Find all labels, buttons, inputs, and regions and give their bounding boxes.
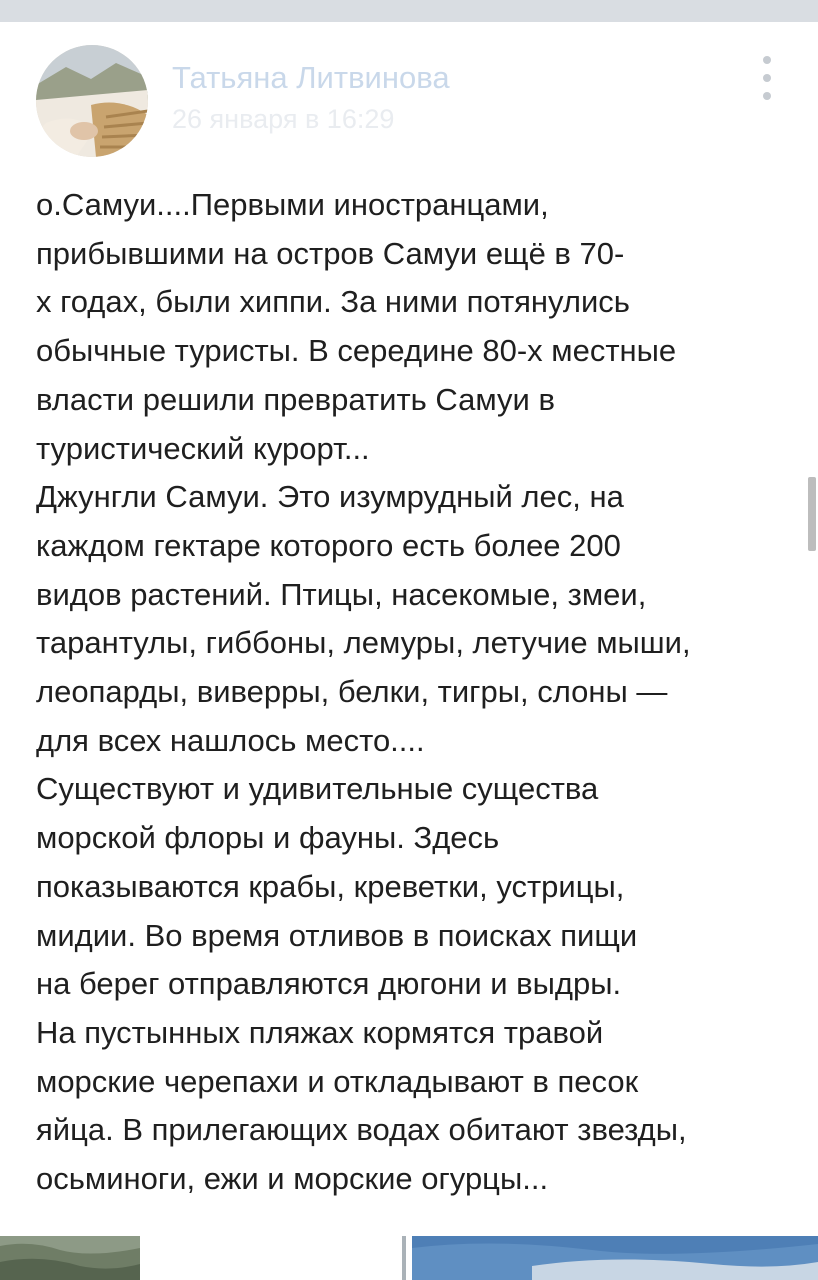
menu-dot bbox=[763, 56, 771, 64]
post-date: 26 января в 16:29 bbox=[172, 104, 395, 134]
post-text-line: власти решили превратить Самуи в bbox=[36, 381, 555, 417]
post-text-line: видов растений. Птицы, насекомые, змеи, bbox=[36, 576, 647, 612]
post-text-line: обычные туристы. В середине 80-х местные bbox=[36, 333, 677, 369]
post-text-line: морские черепахи и откладывают в песок bbox=[36, 1063, 639, 1099]
post-text-line: На пустынных пляжах кормятся травой bbox=[36, 1014, 604, 1050]
post-text-line: яйца. В прилегающих водах обитают звезды, bbox=[36, 1112, 687, 1148]
scrollbar[interactable] bbox=[808, 477, 816, 551]
post-text-line: каждом гектаре которого есть более 200 bbox=[36, 527, 621, 563]
photo-divider bbox=[402, 1236, 406, 1280]
post-text-line: морской флоры и фауны. Здесь bbox=[36, 820, 500, 856]
post-text-line: прибывшими на остров Самуи ещё в 70- bbox=[36, 235, 625, 271]
post-text-line: мидии. Во время отливов в поисках пищи bbox=[36, 917, 638, 953]
more-vertical-icon[interactable] bbox=[756, 56, 778, 100]
menu-dot bbox=[763, 74, 771, 82]
post-text-line: леопарды, виверры, белки, тигры, слоны — bbox=[36, 674, 668, 710]
post-text-line: туристический курорт... bbox=[36, 430, 370, 466]
post-text-line: на берег отправляются дюгони и выдры. bbox=[36, 966, 622, 1002]
photo-thumbnail bbox=[0, 1236, 140, 1280]
post-text-line: о.Самуи....Первыми иностранцами, bbox=[36, 187, 549, 222]
post-text-line: Джунгли Самуи. Это изумрудный лес, на bbox=[36, 479, 624, 515]
author-name[interactable]: Татьяна Литвинова bbox=[172, 60, 450, 95]
post-text-line: осьминоги, ежи и морские огурцы... bbox=[36, 1161, 549, 1197]
author-avatar[interactable] bbox=[36, 45, 148, 157]
post-text-line: х годах, были хиппи. За ними потянулись bbox=[36, 284, 630, 320]
post-text bbox=[36, 181, 796, 1204]
avatar-photo bbox=[36, 45, 148, 157]
post-photo-left[interactable] bbox=[0, 1236, 140, 1280]
post-text-line: тарантулы, гиббоны, лемуры, летучие мыши, bbox=[36, 625, 691, 661]
post-text-line: показываются крабы, креветки, устрицы, bbox=[36, 868, 625, 904]
photo-thumbnail bbox=[412, 1236, 818, 1280]
post-photo-right[interactable] bbox=[412, 1236, 818, 1280]
top-bar bbox=[0, 0, 818, 22]
post-text-line: Существуют и удивительные существа bbox=[36, 771, 599, 807]
menu-dot bbox=[763, 92, 771, 100]
post-text-line: для всех нашлось место.... bbox=[36, 722, 425, 758]
